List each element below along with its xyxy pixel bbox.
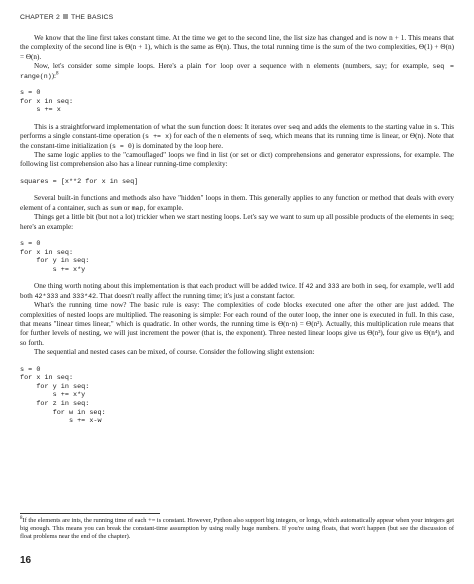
paragraph-1: We know that the line first takes constant time. At the time we get to the second line, the list size has changed and is now n + 1. This means that the complexity of the second line is Θ(n + 1), which is the same as Θ(n). Thus, the total running time is the sum of the two complexities, Θ(1) + Θ(n) = Θ(n). (20, 34, 454, 61)
running-header (20, 14, 113, 21)
paragraph-4: The same logic applies to the "camouflaged" loops we find in list (or set or dict) comprehensions and generator expressions, for example. The following list comprehension also has a linear running-time complexity: (20, 151, 454, 169)
paragraph-3: This is a straightforward implementation of what the sum function does: It iterates over seq and adds the elements to the starting value in s. This performs a single constant-time operation (s += x) for each of the n elements of seq, which means that its running time is linear, or Θ(n). Note that the constant-time initialization (s = 0) is dominated by the loop here. (20, 122, 455, 150)
header-separator (63, 14, 68, 19)
paragraph-8: What's the running time now? The basic rule is easy: The complexities of code blocks executed one after the other are just added. The complexities of nested loops are multiplied. The reasoning is simple: For each round of the outer loop, the inner one is executed in full. In this case, that means "linear times linear," which is quadratic. In other words, the running time is Θ(n·n) = Θ(n²). Actually, this multiplication rule means that for further levels of nesting, we will just increment the power (that is, the exponent). Three nested linear loops give us Θ(n³), four give us Θ(n⁴), and so forth. (20, 301, 454, 347)
chapter-label: CHAPTER 2 (20, 14, 60, 21)
paragraph-7: One thing worth noting about this implementation is that each product will be added twice. If 42 and 333 are both in seq, for example, we'll add both 42*333 and 333*42. That doesn't really affect the running time; it's just a constant factor. (20, 282, 454, 300)
inline-code: for (204, 63, 217, 71)
code-block-sum-loop: s = 0 for x in seq: s += x (20, 89, 74, 115)
code-block-nested-loop: s = 0 for x in seq: for y in seq: s += x*y (20, 240, 90, 274)
page-number: 16 (20, 555, 32, 566)
footnote (20, 517, 454, 542)
code-block-squares: squares = [x**2 for x in seq] (20, 177, 139, 186)
paragraph-2: Now, let's consider some simple loops. Here's a plain for loop over a sequence with n elements (numbers, say; for example, seq = range(n)):$^8$ (20, 62, 454, 80)
paragraph-6: Things get a little bit (but not a lot) trickier when we start nesting loops. Let's say we want to sum up all possible products of the elements in seq; here's an example: (20, 213, 454, 231)
code-block-mixed-loops: s = 0 for x in seq: for y in seq: s += x*y for z in seq: for w in seq: s += x-w (20, 365, 106, 426)
paragraph-5: Several built-in functions and methods also have "hidden" loops in them. This generally applies to any function or method that deals with every element of a container, such as sum or map, for example. (20, 194, 454, 212)
chapter-title: THE BASICS (70, 14, 114, 21)
paragraph-9: The sequential and nested cases can be mixed, of course. Consider the following slight extension: (34, 348, 315, 357)
footnote-mark: 8 (20, 515, 23, 521)
inline-code: seq = range(n) (20, 63, 454, 80)
page-body (20, 34, 454, 434)
footnote-text: If the elements are ints, the running time of each += is constant. However, Python also support big integers, or longs, which automatically appear when your integers get big enough. This means you can break the constant-time assumption by using really huge numbers. If you're using floats, that won't happen (but see the discussion of float problems near the end of the chapter). (20, 517, 454, 541)
footnote-ref: 8 (56, 71, 59, 77)
footnote-divider (20, 513, 160, 514)
